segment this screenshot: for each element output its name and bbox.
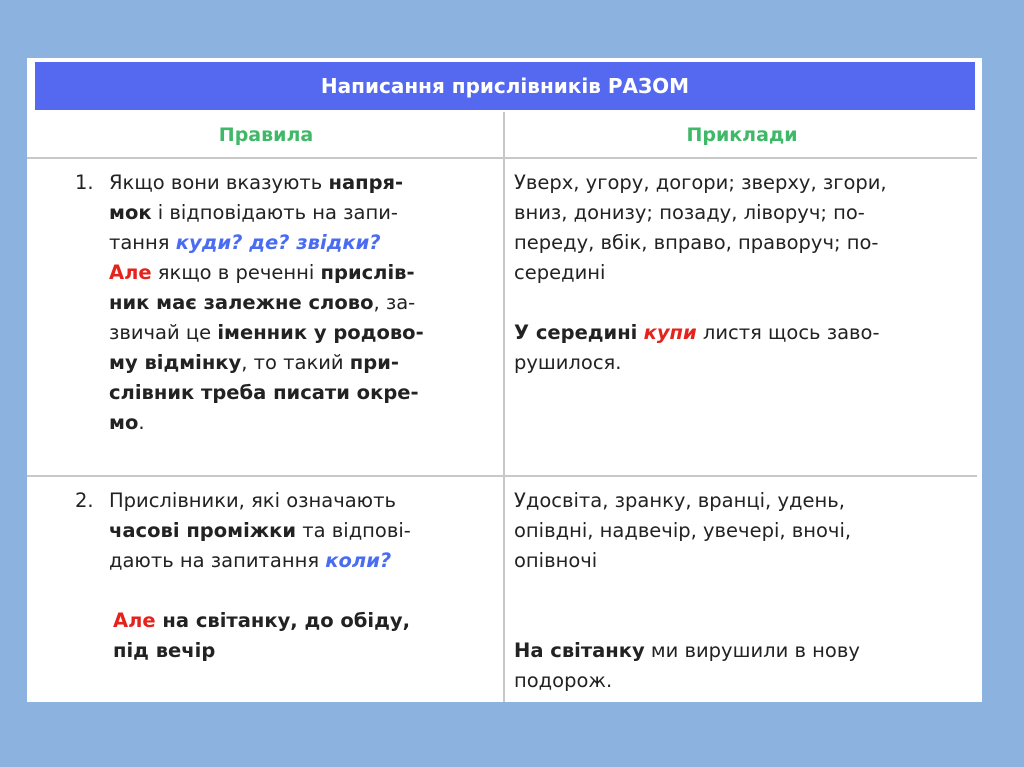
row2-example-line1: Удосвіта, зранку, вранці, удень,	[514, 489, 845, 512]
row2-exception-line1: Але на світанку, до обіду,	[113, 609, 410, 632]
row2-exception	[113, 606, 503, 666]
row2-sentence-line2: подорож.	[514, 669, 613, 692]
row1-rule-line9: мо.	[109, 411, 145, 434]
header-rules-text: Правила	[218, 124, 314, 146]
row2-rule	[109, 486, 499, 576]
row1-examples	[514, 168, 974, 288]
row1-rule-line4: Але якщо в реченні прислів-	[109, 261, 415, 284]
row1-rule-line5: ник має залежне слово, за-	[109, 291, 416, 314]
row2-sentence-line1: На світанку ми вирушили в нову	[514, 639, 860, 662]
table-title	[35, 62, 975, 110]
divider-row	[27, 475, 977, 477]
row2-examples	[514, 486, 974, 576]
row2-sentence	[514, 636, 974, 696]
row2-rule-line1: Прислівники, які означають	[109, 489, 396, 512]
row1-rule-line6: звичай це іменник у родово-	[109, 321, 424, 344]
slide	[27, 58, 982, 702]
row1-sentence-line1: У середині купи листя щось заво-	[514, 321, 880, 344]
row1-rule-line2: мок і відповідають на запи-	[109, 201, 398, 224]
divider-header	[27, 157, 977, 159]
header-examples	[507, 113, 977, 157]
row1-number: 1.	[75, 171, 94, 194]
divider-column	[503, 112, 505, 702]
row1-rule-line1: Якщо вони вказують напря-	[109, 171, 404, 194]
table-title-text: Написання прислівників РАЗОМ	[320, 74, 690, 98]
header-rules	[27, 113, 505, 157]
row1-rule	[109, 168, 499, 438]
row1-rule-line7: му відмінку, то такий при-	[109, 351, 399, 374]
row2-exception-line2: під вечір	[113, 639, 216, 662]
row2-number: 2.	[75, 489, 94, 512]
row1-sentence-line2: рушилося.	[514, 351, 622, 374]
row1-rule-line3: тання куди? де? звідки?	[109, 231, 381, 254]
row2-rule-line3: дають на запитання коли?	[109, 549, 392, 572]
row2-example-line3: опівночі	[514, 549, 598, 572]
row1-example-line2: вниз, донизу; позаду, ліворуч; по-	[514, 201, 865, 224]
row1-sentence	[514, 318, 974, 378]
row1-example-line1: Уверх, угору, догори; зверху, згори,	[514, 171, 887, 194]
row2-rule-line2: часові проміжки та відпові-	[109, 519, 411, 542]
row2-example-line2: опівдні, надвечір, увечері, вночі,	[514, 519, 852, 542]
row1-rule-line8: слівник треба писати окре-	[109, 381, 419, 404]
header-examples-text: Приклади	[686, 124, 798, 146]
row1-example-line4: середині	[514, 261, 606, 284]
row1-example-line3: переду, вбік, вправо, праворуч; по-	[514, 231, 879, 254]
